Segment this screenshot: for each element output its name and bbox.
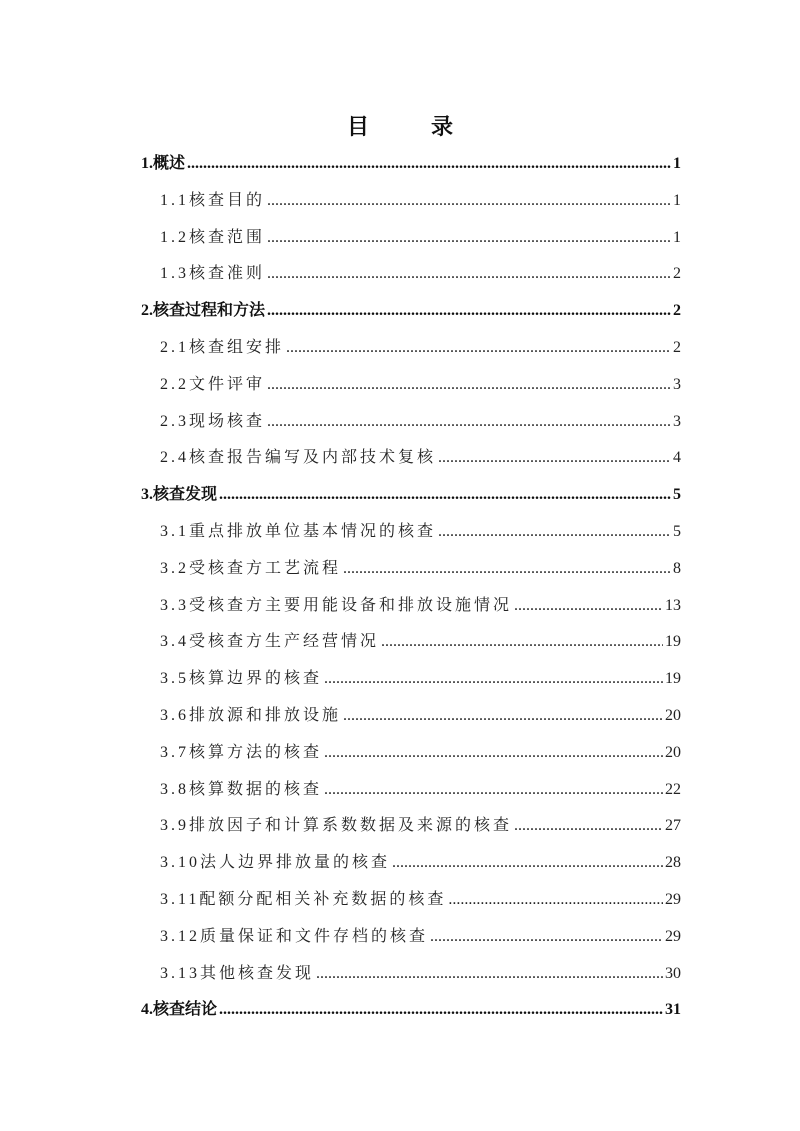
toc-section-entry[interactable]: [141, 187, 681, 213]
toc-entry-page-number: 2: [673, 339, 681, 356]
toc-entry-page-number: 20: [665, 743, 681, 761]
toc-entry-label: 3.11配额分配相关补充数据的核查: [160, 891, 447, 908]
toc-chapter-entry[interactable]: [141, 297, 681, 323]
toc-entry-label: 2.1核查组安排: [160, 339, 285, 356]
toc-entry-label: 3.8核算数据的核查: [160, 780, 323, 798]
toc-entry-page-number: 28: [665, 854, 681, 872]
toc-entry-page-number: 19: [665, 670, 681, 688]
dot-leader: [324, 744, 663, 762]
toc-entry-page-number: 19: [665, 633, 681, 651]
toc-chapter-entry[interactable]: [141, 996, 681, 1022]
toc-entry-page-number: 5: [673, 523, 681, 540]
dot-leader: [381, 633, 663, 651]
toc-section-entry[interactable]: [141, 702, 681, 728]
toc-entry-page-number: 29: [665, 927, 681, 945]
toc-entry-page-number: 3: [673, 375, 681, 393]
dot-leader: [267, 413, 671, 431]
dot-leader: [267, 302, 671, 320]
toc-entry-page-number: 13: [665, 596, 681, 614]
toc-chapter-entry[interactable]: [141, 150, 681, 176]
toc-section-entry[interactable]: [141, 334, 681, 360]
dot-leader: [448, 891, 663, 909]
dot-leader: [187, 155, 671, 173]
toc-entry-label: 3.9排放因子和计算系数数据及来源的核查: [160, 817, 513, 835]
toc-section-entry[interactable]: [141, 923, 681, 949]
toc-entry-label: 3.1重点排放单位基本情况的核查: [160, 523, 437, 540]
dot-leader: [343, 707, 663, 725]
toc-section-entry[interactable]: [141, 849, 681, 875]
dot-leader: [316, 965, 663, 983]
toc-entry-page-number: 1: [673, 228, 681, 246]
toc-entry-label: 1.2核查范围: [160, 228, 266, 246]
toc-entry-label: 2.4核查报告编写及内部技术复核: [160, 449, 437, 467]
toc-section-entry[interactable]: [141, 371, 681, 397]
toc-entry-page-number: 29: [665, 891, 681, 908]
toc-entry-label: 3.核查发现: [141, 486, 218, 504]
toc-section-entry[interactable]: [141, 555, 681, 581]
toc-entry-page-number: 3: [673, 412, 681, 430]
page-title: 目 录: [346, 114, 473, 139]
dot-leader: [430, 928, 663, 946]
dot-leader: [438, 449, 671, 467]
toc-section-entry[interactable]: [141, 886, 681, 912]
dot-leader: [286, 339, 671, 357]
toc-entry-label: 3.13其他核查发现: [160, 964, 315, 982]
toc-entry-label: 4.核查结论: [141, 1001, 218, 1019]
dot-leader: [438, 523, 671, 541]
toc-entry-label: 2.核查过程和方法: [141, 302, 266, 320]
toc-entry-label: 3.3受核查方主要用能设备和排放设施情况: [160, 596, 513, 614]
toc-entry-page-number: 4: [673, 449, 681, 467]
toc-entry-page-number: 22: [665, 780, 681, 798]
toc-entry-label: 1.1核查目的: [160, 191, 266, 209]
toc-entry-label: 3.5核算边界的核查: [160, 670, 323, 688]
toc-section-entry[interactable]: [141, 444, 681, 470]
toc-section-entry[interactable]: [141, 224, 681, 250]
toc-section-entry[interactable]: [141, 518, 681, 544]
toc-entry-label: 3.7核算方法的核查: [160, 743, 323, 761]
toc-entry-page-number: 27: [665, 817, 681, 835]
toc-section-entry[interactable]: [141, 592, 681, 618]
toc-entry-page-number: 5: [673, 486, 681, 504]
toc-entry-page-number: 8: [673, 559, 681, 577]
dot-leader: [267, 376, 671, 394]
toc-entry-label: 1.3核查准则: [160, 265, 266, 283]
dot-leader: [267, 265, 671, 283]
toc-entry-label: 3.6排放源和排放设施: [160, 707, 342, 724]
toc-section-entry[interactable]: [141, 408, 681, 434]
dot-leader: [514, 817, 663, 835]
dot-leader: [343, 560, 671, 578]
dot-leader: [324, 670, 663, 688]
toc-section-entry[interactable]: [141, 665, 681, 691]
toc-entry-page-number: 31: [665, 1001, 681, 1019]
dot-leader: [514, 597, 663, 615]
toc-section-entry[interactable]: [141, 628, 681, 654]
dot-leader: [219, 1001, 663, 1019]
dot-leader: [219, 486, 671, 504]
toc-entry-page-number: 1: [673, 155, 681, 172]
toc-entry-label: 3.4受核查方生产经营情况: [160, 633, 380, 651]
dot-leader: [324, 781, 663, 799]
toc-chapter-entry[interactable]: [141, 481, 681, 507]
dot-leader: [267, 192, 671, 210]
toc-entry-label: 2.3现场核查: [160, 412, 266, 430]
dot-leader: [392, 854, 663, 872]
toc-section-entry[interactable]: [141, 739, 681, 765]
toc-entry-label: 2.2文件评审: [160, 375, 266, 393]
toc-section-entry[interactable]: [141, 960, 681, 986]
toc-entry-label: 3.2受核查方工艺流程: [160, 559, 342, 577]
toc-entry-page-number: 1: [673, 191, 681, 209]
toc-section-entry[interactable]: [141, 260, 681, 286]
toc-section-entry[interactable]: [141, 776, 681, 802]
toc-section-entry[interactable]: [141, 812, 681, 838]
toc-entry-page-number: 30: [665, 964, 681, 982]
toc-entry-page-number: 2: [673, 265, 681, 283]
toc-entry-page-number: 2: [673, 302, 681, 320]
toc-entry-label: 3.10法人边界排放量的核查: [160, 854, 391, 872]
dot-leader: [267, 229, 671, 247]
toc-entry-label: 1.概述: [141, 155, 186, 172]
toc-entry-label: 3.12质量保证和文件存档的核查: [160, 927, 429, 945]
toc-entry-page-number: 20: [665, 707, 681, 724]
